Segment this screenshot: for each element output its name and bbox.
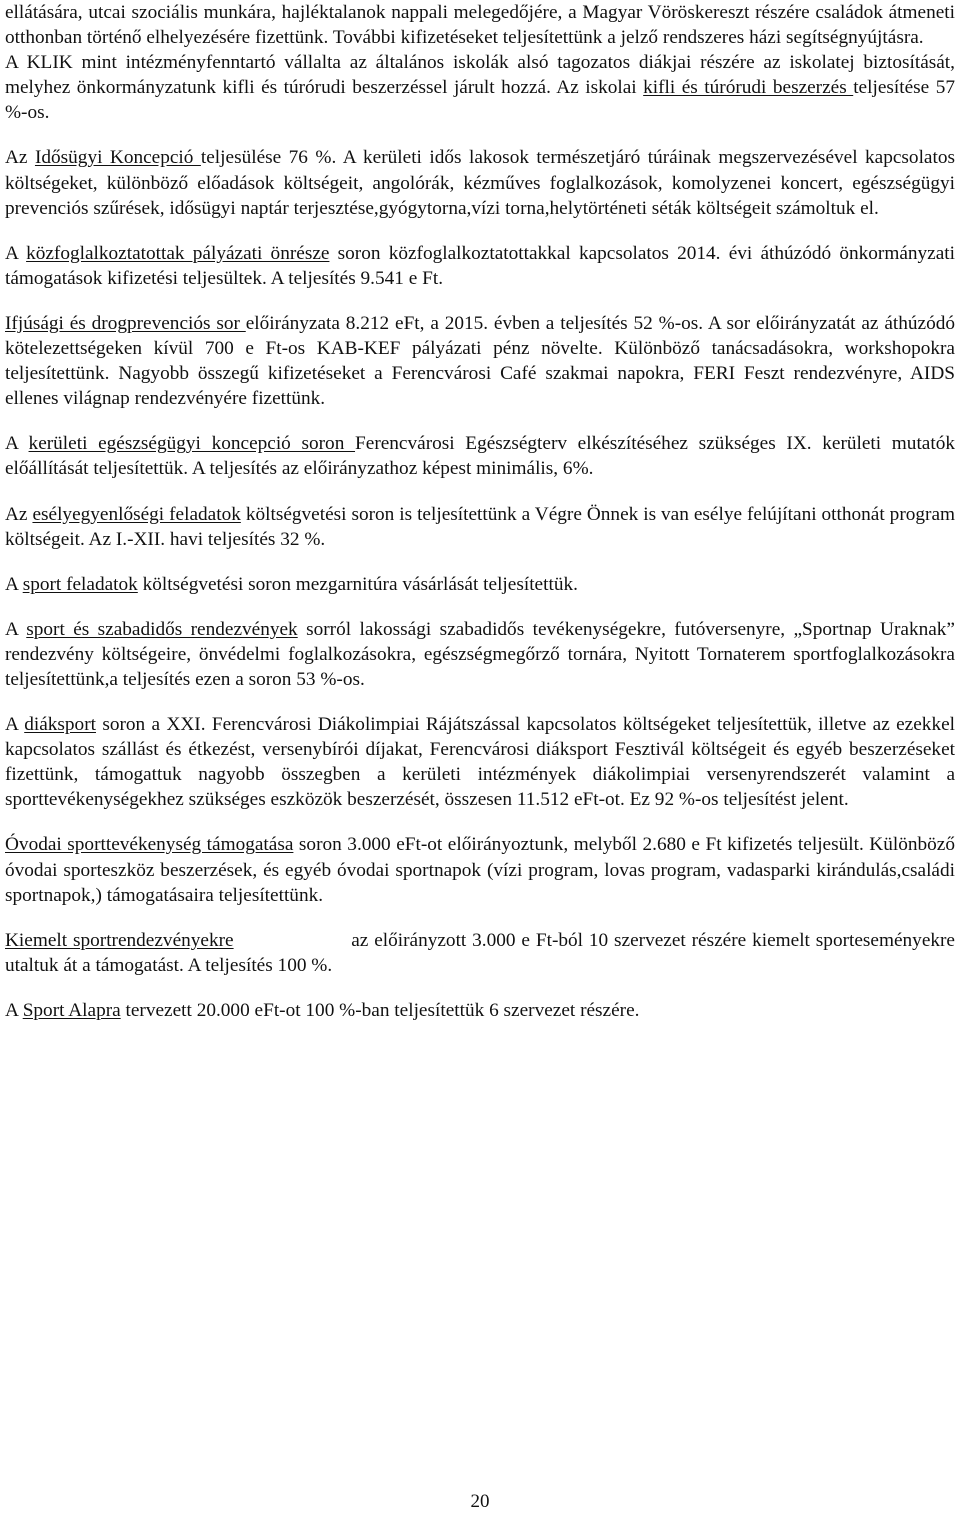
underlined-term: Idősügyi Koncepció	[34, 147, 201, 169]
paragraph	[5, 145, 960, 220]
text-run: sorról lakossági szabadidős tevékenységekre, futóversenyre, „Sportnap Uraknak” rendezvény költségeire, önvédelmi foglalkozásokra, egészségmegőrző tornára, Nyitott Tornaterem sportfoglalkozásokra teljesítettünk,a teljesítés ezen a soron 53 %-os.	[5, 618, 960, 690]
underlined-term: Kiemelt sportrendezvényekre	[5, 929, 234, 951]
paragraph	[5, 832, 960, 907]
text-run: A	[5, 573, 23, 595]
text-run: Ferencvárosi Egészségterv elkészítéséhez szükséges IX. kerületi mutatók előállítását teljesítettük. A teljesítés az előirányzathoz képest minimális, 6%.	[5, 433, 960, 480]
text-run: soron közfoglalkoztatottakkal kapcsolatos 2014. évi áthúzódó önkormányzati támogatások kifizetési teljesültek. A teljesítés 9.541 e Ft.	[5, 242, 960, 289]
underlined-term: diáksport	[24, 714, 96, 736]
underlined-term: Óvodai sporttevékenység támogatása	[5, 834, 294, 856]
text-run: teljesítése 57 %-os.	[5, 77, 960, 124]
paragraph	[5, 241, 960, 291]
paragraph	[5, 50, 960, 125]
paragraph	[5, 0, 960, 50]
text-run: A	[5, 714, 25, 736]
paragraph	[5, 431, 960, 481]
text-run: az előirányzott 3.000 e Ft-ból 10 szervezet részére kiemelt sporteseményekre utaltuk át a támogatást. A teljesítés 100 %.	[5, 929, 960, 976]
paragraph	[5, 998, 955, 1023]
underlined-term: sport feladatok	[22, 573, 138, 595]
underlined-term: kerületi egészségügyi koncepció soron	[28, 433, 356, 455]
paragraph	[5, 502, 960, 552]
underlined-term: Sport Alapra	[22, 999, 121, 1021]
text-run: költségvetési soron is teljesítettünk a Végre Önnek is van esélye felújítani otthonát program költségeit. Az I.-XII. havi teljesítés 32 %.	[5, 503, 960, 550]
text-run: Az	[5, 503, 33, 525]
text-run: tervezett 20.000 eFt-ot 100 %-ban teljesítettük 6 szervezet részére.	[120, 999, 640, 1021]
underlined-term: esélyegyenlőségi feladatok	[32, 503, 241, 525]
text-run: teljesülése 76 %. A kerületi idős lakosok természetjáró túráinak megszervezésével kapcsolatos költségeket, különböző előadások költségeit, angolórák, kézműves foglalkozások, komolyzenei koncert, egészségügyi prevenciós szűrések, idősügyi naptár terjesztése,gyógytorna,vízi torna,helytörténeti séták költségeit számoltuk el.	[5, 147, 960, 219]
paragraph	[5, 617, 960, 692]
underlined-term: sport és szabadidős rendezvények	[26, 618, 298, 640]
underlined-term: kifli és túrórudi beszerzés	[643, 77, 854, 99]
underlined-term: Ifjúsági és drogprevenciós sor	[5, 312, 246, 334]
paragraph	[5, 572, 955, 597]
text-run: Az	[5, 147, 35, 169]
text-run: A	[5, 433, 29, 455]
paragraph	[5, 311, 960, 411]
paragraph	[5, 712, 960, 812]
text-run: ellátására, utcai szociális munkára, hajléktalanok nappali melegedőjére, a Magyar Vöröskereszt részére családok átmeneti otthonban történő elhelyezésére fizettünk. További kifizetéseket teljesítettünk a jelző rendszeres házi segítségnyújtásra.	[5, 2, 960, 49]
page-number: 20	[470, 1491, 490, 1512]
text-run: A	[5, 242, 27, 264]
text-run: A	[5, 999, 23, 1021]
text-run: soron a XXI. Ferencvárosi Diákolimpiai Rájátszással kapcsolatos költségeket teljesítettük, illetve az ezekkel kapcsolatos szállást és étkezést, versenybírói díjakat, Ferencvárosi diáksport Fesztivál költségeit és egyéb beszerzéseket fizettünk, támogattuk nagyobb összegben a kerületi intézmények diákolimpiai versenyrendszerét valamint a sporttevékenységekhez szükséges eszközök beszerzését, összesen 11.512 eFt-ot. Ez 92 %-os teljesítést jelent.	[5, 714, 960, 811]
paragraph	[5, 928, 960, 978]
text-run: A KLIK mint intézményfenntartó vállalta az általános iskolák alsó tagozatos diákjai részére az iskolatej biztosítását, melyhez önkormányzatunk kifli és túrórudi beszerzéssel járult hozzá. Az iskolai	[5, 52, 960, 99]
document-body	[5, 0, 960, 1023]
text-run: A	[5, 618, 27, 640]
underlined-term: közfoglalkoztatottak pályázati önrésze	[26, 242, 330, 264]
text-run: előirányzata 8.212 eFt, a 2015. évben a teljesítés 52 %-os. A sor előirányzatát az áthúzódó kötelezettségeken kívül 700 e Ft-os KAB-KEF pályázati pénz növelte. Különböző tanácsadásokra, workshopokra teljesítettünk. Nagyobb összegű kifizetéseket a Ferencvárosi Café szakmai napokra, FERI Feszt rendezvényre, AIDS ellenes világnap rendezvényére fizettünk.	[5, 312, 960, 410]
text-run: költségvetési soron mezgarnitúra vásárlását teljesítettük.	[137, 573, 578, 595]
text-run: soron 3.000 eFt-ot előirányoztunk, melyből 2.680 e Ft kifizetés teljesült. Különböző óvodai sporteszköz beszerzések, és egyéb óvodai sportnapok (vízi program, lovas program, vadasparki kirándulás,családi sportnapok,) támogatásaira teljesítettünk.	[5, 834, 960, 906]
